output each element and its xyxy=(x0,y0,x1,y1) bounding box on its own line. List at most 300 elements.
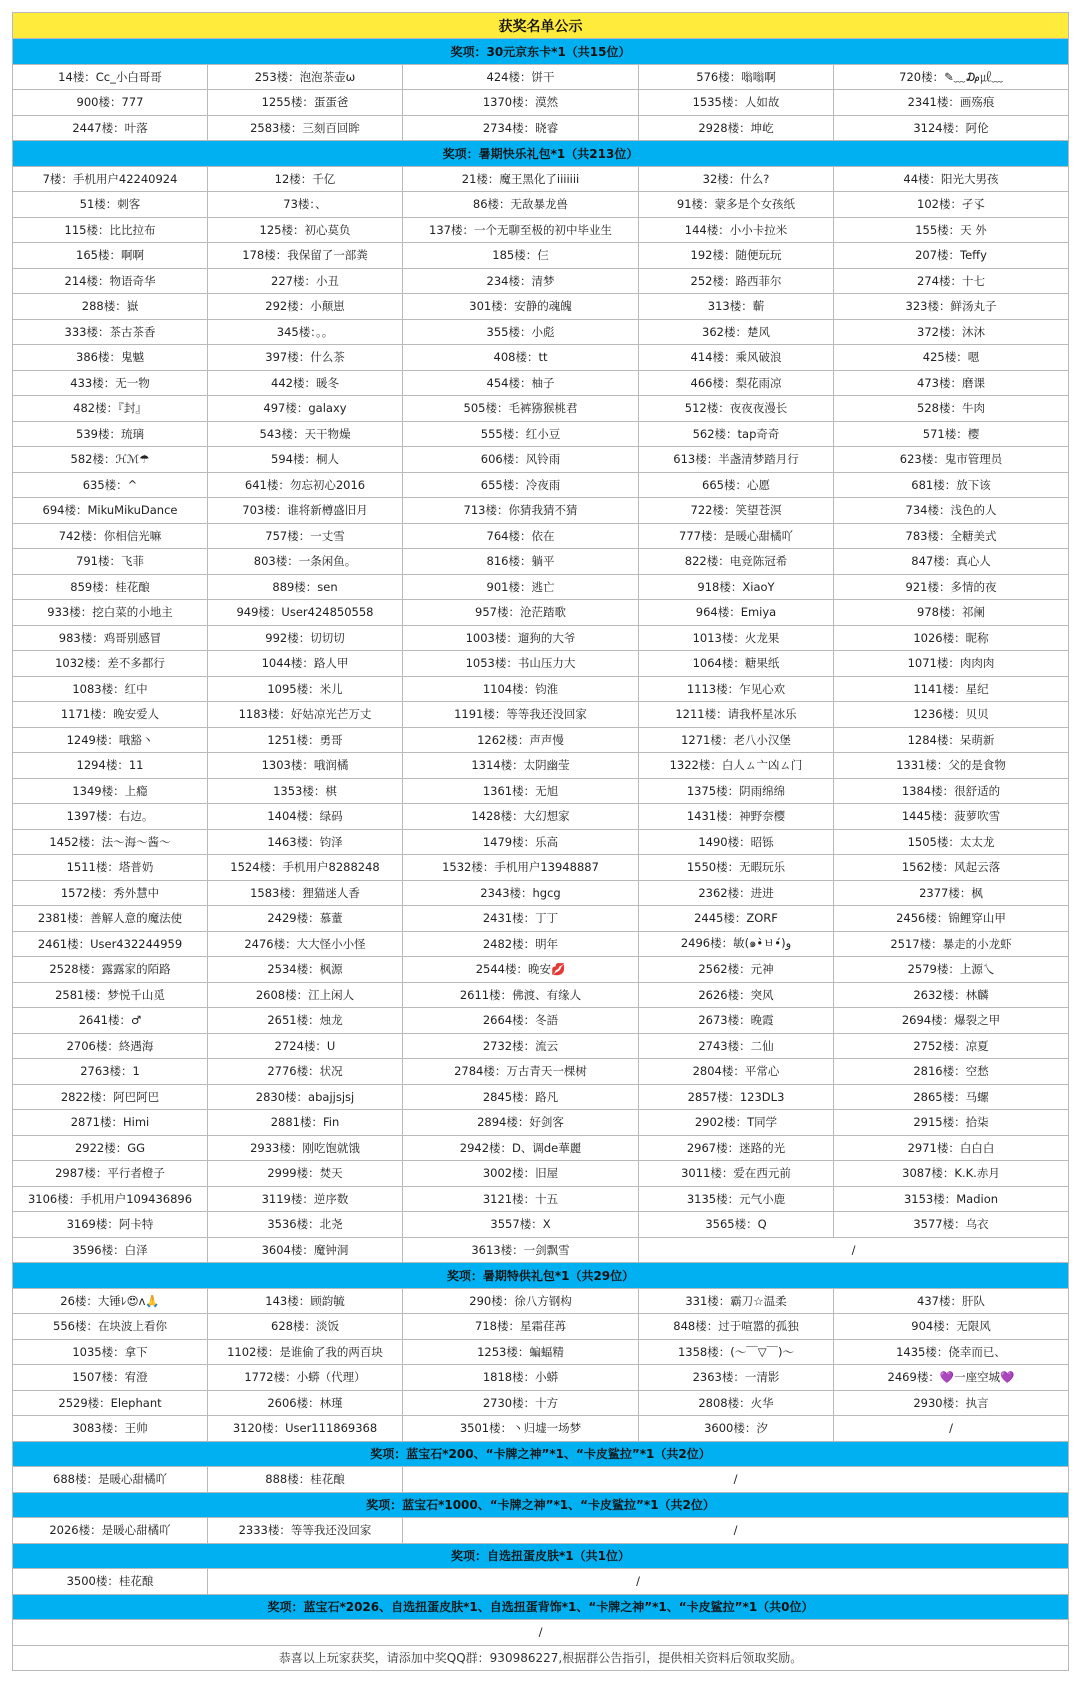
winner-cell: 2469楼：💜一座空城💜 xyxy=(834,1365,1069,1391)
winner-row xyxy=(13,931,1069,957)
winner-cell: 165楼：啊啊 xyxy=(13,243,208,269)
winner-row xyxy=(13,166,1069,192)
prize-header: 奖项：30元京东卡*1（共15位） xyxy=(13,39,1069,65)
winner-cell: 2611楼：佛渡、有缘人 xyxy=(403,982,639,1008)
winner-cell: 1479楼：乐高 xyxy=(403,829,639,855)
winner-row xyxy=(13,396,1069,422)
winner-cell: 720楼：✎﹏₯㎕﹏ xyxy=(834,64,1069,90)
winner-cell: 1358楼：(～￣▽￣)～ xyxy=(639,1339,834,1365)
prize-header-row xyxy=(13,1441,1069,1467)
winner-cell: 1071楼：肉肉肉 xyxy=(834,651,1069,677)
winner-cell: 1035楼：拿下 xyxy=(13,1339,208,1365)
winner-cell: 2776楼：状况 xyxy=(208,1059,403,1085)
winner-cell: 1404楼：绿码 xyxy=(208,804,403,830)
winner-cell: 921楼：多情的夜 xyxy=(834,574,1069,600)
prize-header: 奖项：蓝宝石*1000、“卡牌之神”*1、“卡皮鲨拉”*1（共2位） xyxy=(13,1492,1069,1518)
winner-cell: 155楼：天 外 xyxy=(834,217,1069,243)
empty-slot-cell: / xyxy=(639,1237,1069,1263)
winner-cell: 2930楼：执言 xyxy=(834,1390,1069,1416)
winner-cell: 791楼：飞菲 xyxy=(13,549,208,575)
winner-cell: 2732楼：流云 xyxy=(403,1033,639,1059)
winner-cell: 178楼：我保留了一部粪 xyxy=(208,243,403,269)
empty-slot-cell: / xyxy=(13,1620,1069,1646)
winner-cell: 655楼：冷夜雨 xyxy=(403,472,639,498)
winner-cell: 2928楼：坤屹 xyxy=(639,115,834,141)
winner-cell: 2431楼：丁丁 xyxy=(403,906,639,932)
winner-row xyxy=(13,243,1069,269)
winner-cell: 2581楼：梦悦千山觅 xyxy=(13,982,208,1008)
empty-slot-cell: / xyxy=(403,1518,1069,1544)
winner-row xyxy=(13,1518,1069,1544)
winner-cell: 497楼：galaxy xyxy=(208,396,403,422)
winner-cell: 408楼：tt xyxy=(403,345,639,371)
winner-row xyxy=(13,1161,1069,1187)
winner-row xyxy=(13,447,1069,473)
footer-note: 恭喜以上玩家获奖，请添加中奖QQ群：930986227,根据群公告指引，提供相关资料后领取奖励。 xyxy=(13,1645,1069,1671)
winner-row xyxy=(13,472,1069,498)
winner-cell: 397楼：什么茶 xyxy=(208,345,403,371)
winner-cell: 1053楼：书山压力大 xyxy=(403,651,639,677)
winner-cell: 1284楼：呆萌新 xyxy=(834,727,1069,753)
winner-cell: 1375楼：阴雨绵绵 xyxy=(639,778,834,804)
winner-cell: 143楼：顾韵毓 xyxy=(208,1288,403,1314)
winner-cell: 2845楼：路凡 xyxy=(403,1084,639,1110)
winner-row xyxy=(13,625,1069,651)
winner-cell: 628楼：淡饭 xyxy=(208,1314,403,1340)
winner-cell: 594楼：桐人 xyxy=(208,447,403,473)
winner-cell: 2341楼：画殇痕 xyxy=(834,90,1069,116)
winner-cell: 635楼：^ xyxy=(13,472,208,498)
winner-cell: 900楼：777 xyxy=(13,90,208,116)
winner-row xyxy=(13,90,1069,116)
winner-cell: 1397楼：右边。 xyxy=(13,804,208,830)
winner-cell: 543楼：天干物燥 xyxy=(208,421,403,447)
winner-cell: 2922楼：GG xyxy=(13,1135,208,1161)
winner-cell: 718楼：星霜荏苒 xyxy=(403,1314,639,1340)
winner-row xyxy=(13,778,1069,804)
winner-cell: 757楼：一丈雪 xyxy=(208,523,403,549)
winner-cell: 2822楼：阿巴阿巴 xyxy=(13,1084,208,1110)
winner-cell: 904楼：无限风 xyxy=(834,1314,1069,1340)
winner-cell: 1435楼：侥幸而已、 xyxy=(834,1339,1069,1365)
winner-cell: 2673楼：晚霞 xyxy=(639,1008,834,1034)
winner-cell: 613楼：半盏清梦踏月行 xyxy=(639,447,834,473)
winner-cell: 1507楼：宥澄 xyxy=(13,1365,208,1391)
winner-cell: 3536楼：北尧 xyxy=(208,1212,403,1238)
winner-cell: 1353楼：棋 xyxy=(208,778,403,804)
winner-cell: 1772楼：小蟒（代理） xyxy=(208,1365,403,1391)
winner-cell: 822楼：电竞陈冠希 xyxy=(639,549,834,575)
winner-cell: 372楼：沐沐 xyxy=(834,319,1069,345)
winner-cell: 539楼：琉璃 xyxy=(13,421,208,447)
winner-cell: 688楼：是暖心甜橘吖 xyxy=(13,1467,208,1493)
winner-cell: 3083楼：王帅 xyxy=(13,1416,208,1442)
winner-cell: 1511楼：塔普奶 xyxy=(13,855,208,881)
winner-cell: 2971楼：白白白 xyxy=(834,1135,1069,1161)
prize-header: 奖项：暑期特供礼包*1（共29位） xyxy=(13,1263,1069,1289)
winner-cell: 2534楼：枫源 xyxy=(208,957,403,983)
winner-cell: 3087楼：K.K.赤月 xyxy=(834,1161,1069,1187)
winner-cell: 2763楼：1 xyxy=(13,1059,208,1085)
winner-row xyxy=(13,1135,1069,1161)
winner-cell: 2333楼：等等我还没回家 xyxy=(208,1518,403,1544)
winner-cell: 323楼：鲜汤丸子 xyxy=(834,294,1069,320)
winner-cell: 3500楼：桂花酿 xyxy=(13,1569,208,1595)
winner-cell: 433楼：无一物 xyxy=(13,370,208,396)
winner-cell: 386楼：鬼魆 xyxy=(13,345,208,371)
winner-cell: 2641楼：♂ xyxy=(13,1008,208,1034)
winner-cell: 3011楼：爱在西元前 xyxy=(639,1161,834,1187)
winner-cell: 2544楼：晚安💋 xyxy=(403,957,639,983)
winner-cell: 2987楼：平行者橙子 xyxy=(13,1161,208,1187)
winner-cell: 253楼：泡泡茶壶ω xyxy=(208,64,403,90)
winner-cell: 847楼：真心人 xyxy=(834,549,1069,575)
title-row xyxy=(13,13,1069,39)
winner-cell: 1583楼：狸猫迷人香 xyxy=(208,880,403,906)
winner-cell: 2999楼：焚天 xyxy=(208,1161,403,1187)
winner-cell: 1064楼：糖果纸 xyxy=(639,651,834,677)
winner-cell: 2343楼：hgcg xyxy=(403,880,639,906)
winner-row xyxy=(13,1033,1069,1059)
winner-cell: 1314楼：太阴幽莹 xyxy=(403,753,639,779)
winner-cell: 144楼：小小卡拉米 xyxy=(639,217,834,243)
winner-cell: 1044楼：路人甲 xyxy=(208,651,403,677)
winner-cell: 1032楼：差不多都行 xyxy=(13,651,208,677)
winner-cell: 1331楼：父的是食物 xyxy=(834,753,1069,779)
winner-cell: 333楼：茶古茶香 xyxy=(13,319,208,345)
winner-cell: 1572楼：秀外慧中 xyxy=(13,880,208,906)
winner-row xyxy=(13,1365,1069,1391)
winner-cell: 2784楼：万古青天一棵树 xyxy=(403,1059,639,1085)
winner-cell: 703楼：谁将新樽盛旧月 xyxy=(208,498,403,524)
winner-row xyxy=(13,498,1069,524)
winner-cell: 1452楼：法～海～酱～ xyxy=(13,829,208,855)
winner-cell: 2881楼：Fin xyxy=(208,1110,403,1136)
winner-cell: 1095楼：米儿 xyxy=(208,676,403,702)
winner-cell: 964楼：Emiya xyxy=(639,600,834,626)
winner-cell: 1490楼：昭铄 xyxy=(639,829,834,855)
winner-row xyxy=(13,421,1069,447)
prize-header-row xyxy=(13,1543,1069,1569)
footer-row xyxy=(13,1645,1069,1671)
winner-cell: 2915楼：拾柒 xyxy=(834,1110,1069,1136)
winner-cell: 2562楼：元神 xyxy=(639,957,834,983)
winner-cell: 1191楼：等等我还没回家 xyxy=(403,702,639,728)
winner-cell: 2626楼：突风 xyxy=(639,982,834,1008)
winner-row xyxy=(13,268,1069,294)
winner-row xyxy=(13,1390,1069,1416)
winner-row xyxy=(13,574,1069,600)
winner-row xyxy=(13,702,1069,728)
winner-cell: 606楼：风铃雨 xyxy=(403,447,639,473)
winner-cell: 466楼：梨花雨凉 xyxy=(639,370,834,396)
winner-cell: 2871楼：Himi xyxy=(13,1110,208,1136)
winner-cell: 901楼：逃亡 xyxy=(403,574,639,600)
winner-cell: 2804楼：平常心 xyxy=(639,1059,834,1085)
winner-cell: 3135楼：元气小鹿 xyxy=(639,1186,834,1212)
winner-cell: 1104楼：钧淮 xyxy=(403,676,639,702)
winner-cell: 3169楼：阿卡特 xyxy=(13,1212,208,1238)
winner-cell: 454楼：柚子 xyxy=(403,370,639,396)
winner-cell: 1262楼：声声慢 xyxy=(403,727,639,753)
winner-cell: 1236楼：贝贝 xyxy=(834,702,1069,728)
page-title: 获奖名单公示 xyxy=(13,13,1069,39)
winner-cell: 734楼：浅色的人 xyxy=(834,498,1069,524)
winner-cell: 3596楼：白泽 xyxy=(13,1237,208,1263)
winner-cell: 2606楼：林瑾 xyxy=(208,1390,403,1416)
prize-header-row xyxy=(13,1594,1069,1620)
winner-row xyxy=(13,319,1069,345)
winner-cell: 562楼：tap奇奇 xyxy=(639,421,834,447)
winner-cell: 252楼：路西菲尔 xyxy=(639,268,834,294)
winner-cell: 7楼：手机用户42240924 xyxy=(13,166,208,192)
winner-cell: 274楼：十七 xyxy=(834,268,1069,294)
winner-row xyxy=(13,523,1069,549)
winner-cell: 290楼：徐八方钢构 xyxy=(403,1288,639,1314)
winner-row xyxy=(13,982,1069,1008)
winner-cell: 3120楼：User111869368 xyxy=(208,1416,403,1442)
winner-cell: 2933楼：刚吃饱就饿 xyxy=(208,1135,403,1161)
winner-cell: 2447楼：叶落 xyxy=(13,115,208,141)
winner-cell: 331楼：霸刀☆温柔 xyxy=(639,1288,834,1314)
winner-cell: 978楼：祁阑 xyxy=(834,600,1069,626)
winners-table-body xyxy=(13,13,1069,1671)
winner-cell: 2381楼：善解人意的魔法使 xyxy=(13,906,208,932)
winner-cell: 313楼：蘄 xyxy=(639,294,834,320)
prize-header-row xyxy=(13,1263,1069,1289)
winner-cell: 91楼：蒙多是个女孩纸 xyxy=(639,192,834,218)
winner-cell: 888楼：桂花酿 xyxy=(208,1467,403,1493)
winner-cell: 582楼：ℋℳ☂ xyxy=(13,447,208,473)
winner-cell: 2579楼：上源乀 xyxy=(834,957,1069,983)
winner-cell: 3557楼：X xyxy=(403,1212,639,1238)
winner-cell: 1532楼：手机用户13948887 xyxy=(403,855,639,881)
winner-row xyxy=(13,1237,1069,1263)
winner-cell: 2808楼：火华 xyxy=(639,1390,834,1416)
winner-cell: 1428楼：大幻想家 xyxy=(403,804,639,830)
winner-cell: 665楼：心愿 xyxy=(639,472,834,498)
winner-cell: 3600楼：汐 xyxy=(639,1416,834,1442)
winner-cell: 722楼：笑望苍溟 xyxy=(639,498,834,524)
prize-header-row xyxy=(13,141,1069,167)
winner-cell: 3121楼：十五 xyxy=(403,1186,639,1212)
winner-cell: 3119楼：逆序数 xyxy=(208,1186,403,1212)
winner-cell: 2608楼：江上闲人 xyxy=(208,982,403,1008)
winner-cell: 1271楼：老八小汉堡 xyxy=(639,727,834,753)
winner-cell: 115楼：比比拉布 xyxy=(13,217,208,243)
winner-cell: 816楼：躺平 xyxy=(403,549,639,575)
winner-row xyxy=(13,804,1069,830)
winner-cell: / xyxy=(834,1416,1069,1442)
winner-cell: 713楼：你猜我猜不猜 xyxy=(403,498,639,524)
winner-row xyxy=(13,906,1069,932)
winner-row xyxy=(13,1059,1069,1085)
winner-cell: 623楼：鬼市管理员 xyxy=(834,447,1069,473)
winner-cell: 73楼：、 xyxy=(208,192,403,218)
winner-cell: 2362楼：进进 xyxy=(639,880,834,906)
winner-cell: 2528楼：露露家的陌路 xyxy=(13,957,208,983)
winner-cell: 1102楼：是谁偷了我的两百块 xyxy=(208,1339,403,1365)
winner-cell: 555楼：红小豆 xyxy=(403,421,639,447)
winner-cell: 2967楼：迷路的光 xyxy=(639,1135,834,1161)
winner-cell: 694楼：MikuMikuDance xyxy=(13,498,208,524)
winner-cell: 2482楼：明年 xyxy=(403,931,639,957)
winner-cell: 1013楼：火龙果 xyxy=(639,625,834,651)
winner-cell: 2857楼：123DL3 xyxy=(639,1084,834,1110)
winner-cell: 2816楼：空愁 xyxy=(834,1059,1069,1085)
winner-cell: 918楼：XiaoY xyxy=(639,574,834,600)
winner-cell: 2902楼：T同学 xyxy=(639,1110,834,1136)
winner-cell: 1171楼：晚安爱人 xyxy=(13,702,208,728)
winner-cell: 2651楼：烛龙 xyxy=(208,1008,403,1034)
winner-row xyxy=(13,651,1069,677)
winner-cell: 1141楼：星纪 xyxy=(834,676,1069,702)
winner-cell: 1183楼：好姑凉光芒万丈 xyxy=(208,702,403,728)
winner-cell: 3613楼：一剑飘雪 xyxy=(403,1237,639,1263)
winner-cell: 3106楼：手机用户109436896 xyxy=(13,1186,208,1212)
winner-row xyxy=(13,957,1069,983)
prize-header: 奖项：蓝宝石*200、“卡牌之神”*1、“卡皮鲨拉”*1（共2位） xyxy=(13,1441,1069,1467)
winner-cell: 482楼：『封』 xyxy=(13,396,208,422)
winner-cell: 214楼：物语奇华 xyxy=(13,268,208,294)
winner-cell: 848楼：过于喧嚣的孤独 xyxy=(639,1314,834,1340)
winner-cell: 44楼：阳光大男孩 xyxy=(834,166,1069,192)
winner-cell: 2743楼：二仙 xyxy=(639,1033,834,1059)
winner-cell: 556楼：在块波上看你 xyxy=(13,1314,208,1340)
winner-cell: 859楼：桂花酿 xyxy=(13,574,208,600)
winner-cell: 1255楼：蛋蛋爸 xyxy=(208,90,403,116)
winner-row xyxy=(13,1339,1069,1365)
winner-cell: 185楼：仨 xyxy=(403,243,639,269)
winner-cell: 437楼：肝队 xyxy=(834,1288,1069,1314)
winner-cell: 528楼：牛肉 xyxy=(834,396,1069,422)
winner-cell: 641楼：勿忘初心2016 xyxy=(208,472,403,498)
winner-cell: 1370楼：漠然 xyxy=(403,90,639,116)
winner-row xyxy=(13,115,1069,141)
winner-cell: 2694楼：爆裂之甲 xyxy=(834,1008,1069,1034)
winner-cell: 473楼：磨课 xyxy=(834,370,1069,396)
winner-cell: 889楼：sen xyxy=(208,574,403,600)
winner-cell: 234楼：清梦 xyxy=(403,268,639,294)
winner-row xyxy=(13,1212,1069,1238)
winner-cell: 1249楼：哦豁丶 xyxy=(13,727,208,753)
prize-header: 奖项：蓝宝石*2026、自选扭蛋皮肤*1、自选扭蛋背饰*1、“卡牌之神”*1、“卡皮鲨拉”*1（共0位） xyxy=(13,1594,1069,1620)
winner-cell: 1463楼：钧泽 xyxy=(208,829,403,855)
winner-row xyxy=(13,1416,1069,1442)
winner-row xyxy=(13,345,1069,371)
winner-cell: 992楼：切切切 xyxy=(208,625,403,651)
prize-header: 奖项：自选扭蛋皮肤*1（共1位） xyxy=(13,1543,1069,1569)
winner-cell: 2517楼：暴走的小龙虾 xyxy=(834,931,1069,957)
winner-cell: 3153楼：Madion xyxy=(834,1186,1069,1212)
winner-cell: 86楼：无敌暴龙兽 xyxy=(403,192,639,218)
winner-cell: 424楼：饼干 xyxy=(403,64,639,90)
winners-table xyxy=(12,12,1069,1671)
winner-row xyxy=(13,753,1069,779)
winner-cell: 362楼：楚风 xyxy=(639,319,834,345)
winner-row xyxy=(13,727,1069,753)
winner-row xyxy=(13,880,1069,906)
winner-cell: 3124楼：阿伦 xyxy=(834,115,1069,141)
winner-cell: 301楼：安静的魂魄 xyxy=(403,294,639,320)
winner-row xyxy=(13,549,1069,575)
winner-cell: 1253楼：蝙蝠精 xyxy=(403,1339,639,1365)
winner-cell: 1026楼：昵称 xyxy=(834,625,1069,651)
winner-cell: 2461楼：User432244959 xyxy=(13,931,208,957)
winner-cell: 2445楼：ZORF xyxy=(639,906,834,932)
winner-cell: 571楼：樱 xyxy=(834,421,1069,447)
winner-cell: 803楼：一条闲鱼。 xyxy=(208,549,403,575)
winner-cell: 292楼：小颠崽 xyxy=(208,294,403,320)
winner-cell: 1445楼：菠萝吹雪 xyxy=(834,804,1069,830)
empty-slot-cell: / xyxy=(403,1467,1069,1493)
winner-cell: 777楼：是暖心甜橘吖 xyxy=(639,523,834,549)
winner-cell: 2529楼：Elephant xyxy=(13,1390,208,1416)
winner-row xyxy=(13,1110,1069,1136)
winner-row xyxy=(13,829,1069,855)
winner-cell: 949楼：User424850558 xyxy=(208,600,403,626)
winner-cell: 2664楼：冬語 xyxy=(403,1008,639,1034)
winner-cell: 14楼：Cc_小白哥哥 xyxy=(13,64,208,90)
winner-cell: 2583楼：三刻百回眸 xyxy=(208,115,403,141)
winner-cell: 345楼：。。 xyxy=(208,319,403,345)
winner-cell: 3002楼：旧屋 xyxy=(403,1161,639,1187)
prize-header-row xyxy=(13,39,1069,65)
winner-cell: 2026楼：是暖心甜橘吖 xyxy=(13,1518,208,1544)
winner-cell: 2830楼：abajjsjsj xyxy=(208,1084,403,1110)
winner-cell: 1003楼：遛狗的大爷 xyxy=(403,625,639,651)
winner-cell: 3577楼：乌衣 xyxy=(834,1212,1069,1238)
winner-row xyxy=(13,370,1069,396)
winner-cell: 1303楼：哦润橘 xyxy=(208,753,403,779)
winner-cell: 2429楼：慕蕫 xyxy=(208,906,403,932)
prize-header: 奖项：暑期快乐礼包*1（共213位） xyxy=(13,141,1069,167)
winner-cell: 1384楼：很舒适的 xyxy=(834,778,1069,804)
winner-cell: 2456楼：锦鲤穿山甲 xyxy=(834,906,1069,932)
winner-cell: 2632楼：林麟 xyxy=(834,982,1069,1008)
winner-cell: 207楼：Teffy xyxy=(834,243,1069,269)
winner-cell: 2724楼：U xyxy=(208,1033,403,1059)
winner-cell: 1431楼：神野奈樱 xyxy=(639,804,834,830)
winner-cell: 227楼：小丑 xyxy=(208,268,403,294)
winner-cell: 192楼：随便玩玩 xyxy=(639,243,834,269)
winner-cell: 681楼：放下该 xyxy=(834,472,1069,498)
winner-row xyxy=(13,600,1069,626)
winner-row xyxy=(13,294,1069,320)
winner-cell: 2476楼：大大怪小小怪 xyxy=(208,931,403,957)
winner-cell: 2496楼：敏(๑•̀ㅂ•́)و xyxy=(639,931,834,957)
winner-cell: 576楼：嗡嗡啊 xyxy=(639,64,834,90)
winner-cell: 1322楼：白人ㄙ亠凶ㄙ门 xyxy=(639,753,834,779)
winner-cell: 3501楼：丶归墟一场梦 xyxy=(403,1416,639,1442)
winner-cell: 2752楼：凉夏 xyxy=(834,1033,1069,1059)
winner-cell: 442楼：暖冬 xyxy=(208,370,403,396)
winner-cell: 3604楼：魔钟洞 xyxy=(208,1237,403,1263)
winner-cell: 1361楼：无旭 xyxy=(403,778,639,804)
winner-cell: 425楼：嗯 xyxy=(834,345,1069,371)
winner-cell: 3565楼：Q xyxy=(639,1212,834,1238)
winner-cell: 1113楼：乍见心欢 xyxy=(639,676,834,702)
winner-cell: 933楼：挖白菜的小地主 xyxy=(13,600,208,626)
prize-header-row xyxy=(13,1492,1069,1518)
winner-cell: 414楼：乘风破浪 xyxy=(639,345,834,371)
winner-cell: 2730楼：十方 xyxy=(403,1390,639,1416)
winner-row xyxy=(13,192,1069,218)
winner-row xyxy=(13,1008,1069,1034)
winner-cell: 983楼：鸡哥别感冒 xyxy=(13,625,208,651)
winner-row xyxy=(13,1288,1069,1314)
winner-cell: 2894楼：好剑客 xyxy=(403,1110,639,1136)
